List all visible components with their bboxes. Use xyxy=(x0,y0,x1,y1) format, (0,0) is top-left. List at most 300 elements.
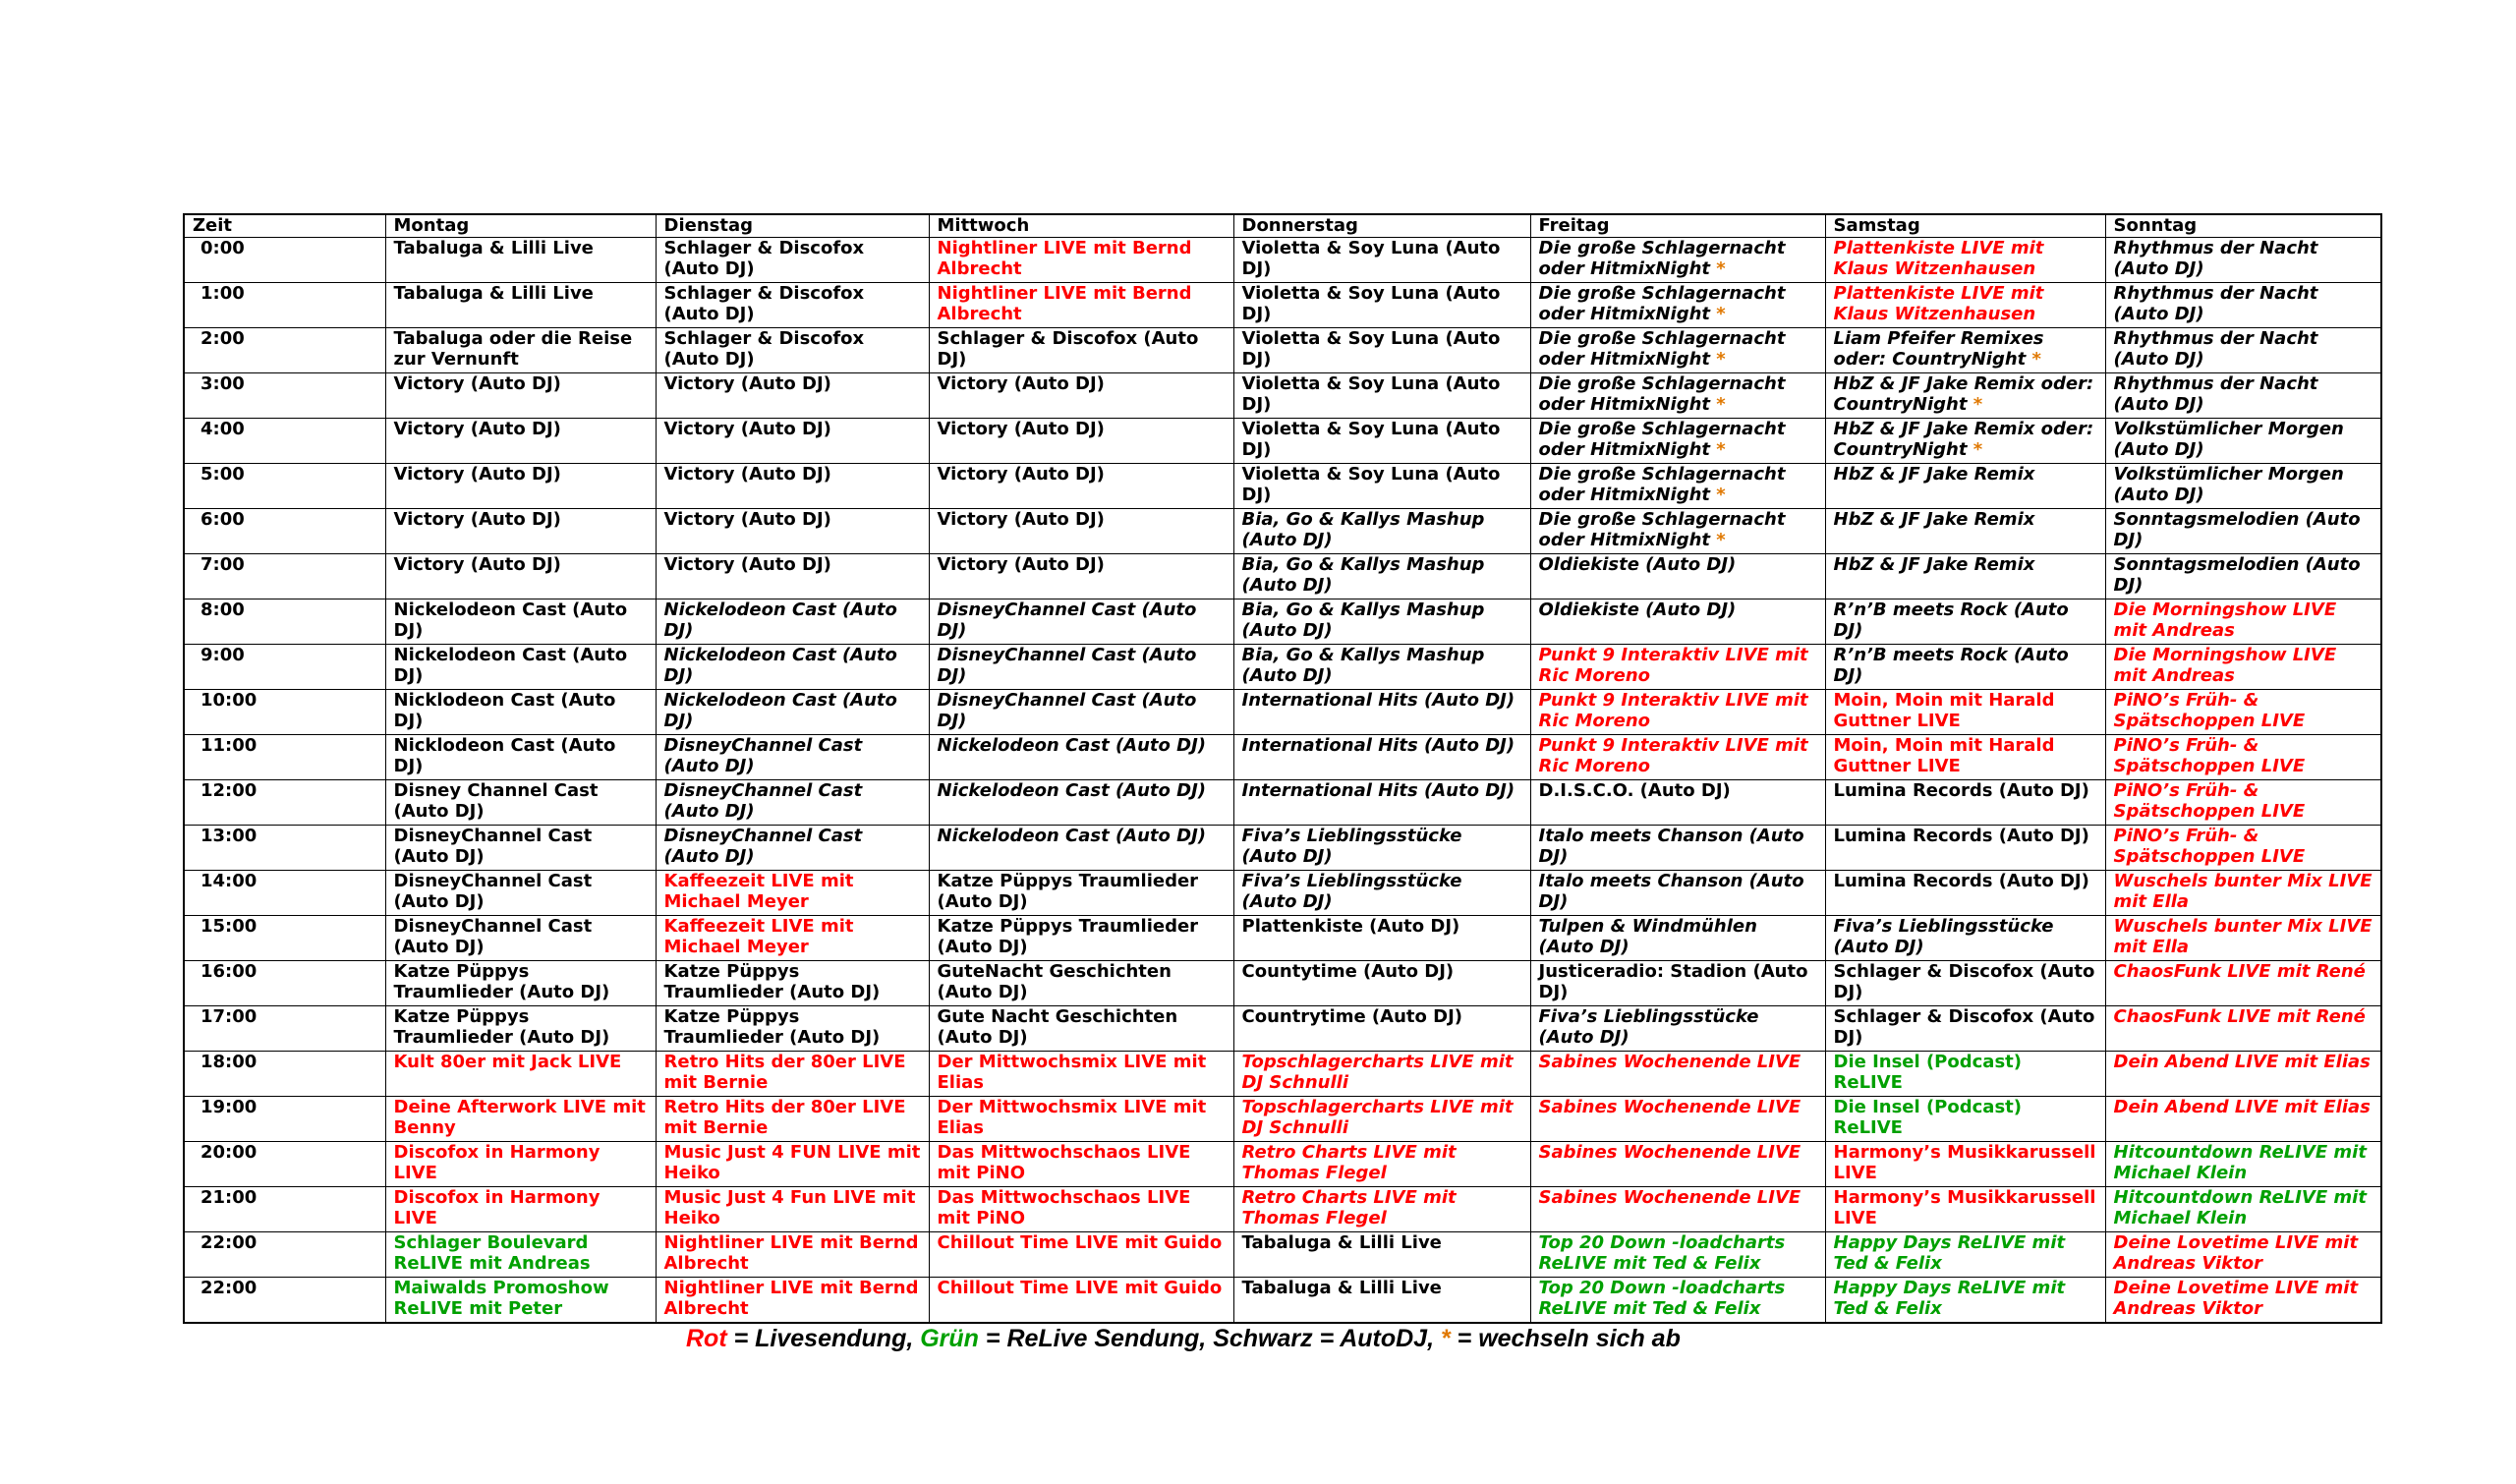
table-row xyxy=(184,1187,2381,1232)
show-title: Wuschels bunter Mix LIVE mit Ella xyxy=(2113,916,2373,957)
alternating-star: * xyxy=(1973,394,1983,415)
show-title: Die große Schlagernacht oder HitmixNight xyxy=(1538,419,1786,460)
schedule-cell xyxy=(1530,1097,1825,1142)
show-title: Happy Days ReLIVE mit Ted & Felix xyxy=(1833,1278,2066,1319)
schedule-cell xyxy=(929,1142,1233,1187)
schedule-cell xyxy=(929,509,1233,554)
schedule-cell xyxy=(1233,599,1530,645)
schedule-cell xyxy=(385,1232,656,1278)
alternating-star: * xyxy=(1716,349,1726,370)
schedule-cell xyxy=(1530,464,1825,509)
show-title: Lumina Records (Auto DJ) xyxy=(1833,826,2089,846)
schedule-cell xyxy=(2105,826,2381,871)
show-title: Nickelodeon Cast (Auto DJ) xyxy=(937,826,1207,846)
show-title: Tabaluga oder die Reise zur Vernunft xyxy=(393,328,633,370)
header-freitag: Freitag xyxy=(1530,214,1825,238)
show-title: Violetta & Soy Luna (Auto DJ) xyxy=(1241,373,1501,415)
schedule-cell xyxy=(1233,554,1530,599)
show-title: Oldiekiste (Auto DJ) xyxy=(1538,599,1737,620)
show-title: Lumina Records (Auto DJ) xyxy=(1833,871,2089,891)
schedule-cell xyxy=(929,419,1233,464)
schedule-cell xyxy=(385,1142,656,1187)
schedule-cell xyxy=(385,373,656,419)
schedule-cell xyxy=(656,1142,929,1187)
show-title: International Hits (Auto DJ) xyxy=(1241,735,1515,756)
time-cell: 20:00 xyxy=(184,1142,385,1187)
schedule-cell xyxy=(1825,419,2105,464)
schedule-cell xyxy=(2105,1097,2381,1142)
table-row xyxy=(184,1142,2381,1187)
schedule-cell xyxy=(1530,554,1825,599)
show-title: Victory (Auto DJ) xyxy=(937,419,1105,439)
show-title: Disney Channel Cast (Auto DJ) xyxy=(393,780,599,822)
show-title: Wuschels bunter Mix LIVE mit Ella xyxy=(2113,871,2373,912)
show-title: DisneyChannel Cast (Auto DJ) xyxy=(393,826,593,867)
show-title: Bia, Go & Kallys Mashup (Auto DJ) xyxy=(1241,599,1485,641)
show-title: Nickelodeon Cast (Auto DJ) xyxy=(663,599,897,641)
show-title: Violetta & Soy Luna (Auto DJ) xyxy=(1241,464,1501,505)
show-title: Deine Lovetime LIVE mit Andreas Viktor xyxy=(2113,1232,2359,1274)
schedule-cell xyxy=(656,1006,929,1052)
show-title: Fiva’s Lieblingsstücke (Auto DJ) xyxy=(1241,871,1462,912)
show-title: Harmony’s Musikkarussell LIVE xyxy=(1833,1187,2096,1228)
show-title: Maiwalds Promoshow ReLIVE mit Peter xyxy=(393,1278,609,1319)
show-title: Victory (Auto DJ) xyxy=(393,373,561,394)
show-title: International Hits (Auto DJ) xyxy=(1241,780,1515,801)
schedule-cell xyxy=(1825,690,2105,735)
schedule-cell xyxy=(2105,780,2381,826)
show-title: Die große Schlagernacht oder HitmixNight xyxy=(1538,509,1786,550)
schedule-cell xyxy=(2105,961,2381,1006)
table-row xyxy=(184,916,2381,961)
schedule-cell xyxy=(929,599,1233,645)
schedule-cell xyxy=(1530,645,1825,690)
show-title: Retro Hits der 80er LIVE mit Bernie xyxy=(663,1097,906,1138)
schedule-cell xyxy=(385,238,656,283)
schedule-cell xyxy=(656,961,929,1006)
schedule-cell xyxy=(1825,1052,2105,1097)
show-title: Nightliner LIVE mit Bernd Albrecht xyxy=(663,1232,919,1274)
table-row xyxy=(184,826,2381,871)
show-title: Tabaluga & Lilli Live xyxy=(1241,1278,1442,1298)
show-title: Punkt 9 Interaktiv LIVE mit Ric Moreno xyxy=(1538,645,1808,686)
schedule-cell xyxy=(1233,1187,1530,1232)
schedule-cell xyxy=(385,826,656,871)
show-title: DisneyChannel Cast (Auto DJ) xyxy=(663,826,863,867)
table-row xyxy=(184,509,2381,554)
schedule-cell xyxy=(1233,419,1530,464)
schedule-cell xyxy=(2105,238,2381,283)
header-mittwoch: Mittwoch xyxy=(929,214,1233,238)
show-title: PiNO’s Früh- & Spätschoppen LIVE xyxy=(2113,690,2306,731)
schedule-cell xyxy=(1530,373,1825,419)
show-title: Moin, Moin mit Harald Guttner LIVE xyxy=(1833,690,2055,731)
schedule-cell xyxy=(1233,961,1530,1006)
alternating-star: * xyxy=(1716,304,1726,324)
show-title: Die große Schlagernacht oder HitmixNight xyxy=(1538,238,1786,279)
schedule-cell xyxy=(1233,1278,1530,1323)
show-title: Kaffeezeit LIVE mit Michael Meyer xyxy=(663,871,854,912)
show-title: Punkt 9 Interaktiv LIVE mit Ric Moreno xyxy=(1538,735,1808,776)
schedule-cell xyxy=(1233,735,1530,780)
show-title: Nightliner LIVE mit Bernd Albrecht xyxy=(937,238,1192,279)
schedule-cell xyxy=(656,826,929,871)
schedule-cell xyxy=(385,509,656,554)
show-title: Deine Lovetime LIVE mit Andreas Viktor xyxy=(2113,1278,2359,1319)
show-title: DisneyChannel Cast (Auto DJ) xyxy=(663,735,863,776)
schedule-cell xyxy=(929,554,1233,599)
schedule-cell xyxy=(1530,916,1825,961)
alternating-star: * xyxy=(1973,439,1983,460)
show-title: HbZ & JF Jake Remix xyxy=(1833,554,2035,575)
schedule-cell xyxy=(385,961,656,1006)
schedule-cell xyxy=(1233,1232,1530,1278)
schedule-cell xyxy=(1233,464,1530,509)
schedule-cell xyxy=(1825,780,2105,826)
show-title: Countrytime (Auto DJ) xyxy=(1241,1006,1462,1027)
show-title: International Hits (Auto DJ) xyxy=(1241,690,1515,711)
show-title: DisneyChannel Cast (Auto DJ) xyxy=(937,599,1197,641)
show-title: Bia, Go & Kallys Mashup (Auto DJ) xyxy=(1241,645,1485,686)
schedule-cell xyxy=(1530,871,1825,916)
time-cell: 7:00 xyxy=(184,554,385,599)
schedule-cell xyxy=(1825,961,2105,1006)
schedule-cell xyxy=(929,1187,1233,1232)
show-title: Tabaluga & Lilli Live xyxy=(393,283,594,304)
show-title: Sabines Wochenende LIVE xyxy=(1538,1097,1801,1117)
schedule-cell xyxy=(2105,1187,2381,1232)
schedule-cell xyxy=(656,238,929,283)
show-title: Retro Charts LIVE mit Thomas Flegel xyxy=(1241,1187,1457,1228)
show-title: PiNO’s Früh- & Spätschoppen LIVE xyxy=(2113,780,2306,822)
show-title: Hitcountdown ReLIVE mit Michael Klein xyxy=(2113,1142,2367,1183)
schedule-cell xyxy=(656,464,929,509)
show-title: Retro Charts LIVE mit Thomas Flegel xyxy=(1241,1142,1457,1183)
show-title: Schlager & Discofox (Auto DJ) xyxy=(1833,961,2095,1002)
show-title: Top 20 Down -loadcharts ReLIVE mit Ted & Felix xyxy=(1538,1278,1786,1319)
schedule-cell xyxy=(1530,328,1825,373)
legend-rot: Rot xyxy=(686,1325,727,1352)
schedule-cell xyxy=(2105,1142,2381,1187)
schedule-cell xyxy=(656,1097,929,1142)
legend-star: * xyxy=(1440,1325,1451,1352)
show-title: DisneyChannel Cast (Auto DJ) xyxy=(393,871,593,912)
show-title: Retro Hits der 80er LIVE mit Bernie xyxy=(663,1052,906,1093)
schedule-cell xyxy=(2105,554,2381,599)
show-title: Nickelodeon Cast (Auto DJ) xyxy=(663,645,897,686)
header-donnerstag: Donnerstag xyxy=(1233,214,1530,238)
schedule-cell xyxy=(929,780,1233,826)
schedule-cell xyxy=(656,871,929,916)
schedule-cell xyxy=(2105,328,2381,373)
schedule-cell xyxy=(1233,373,1530,419)
alternating-star: * xyxy=(1716,485,1726,505)
schedule-cell xyxy=(385,599,656,645)
show-title: Volkstümlicher Morgen (Auto DJ) xyxy=(2113,419,2344,460)
schedule-cell xyxy=(656,283,929,328)
header-montag: Montag xyxy=(385,214,656,238)
schedule-cell xyxy=(929,464,1233,509)
show-title: Countytime (Auto DJ) xyxy=(1241,961,1455,982)
time-cell: 15:00 xyxy=(184,916,385,961)
header-sonntag: Sonntag xyxy=(2105,214,2381,238)
show-title: Die Morningshow LIVE mit Andreas xyxy=(2113,599,2337,641)
show-title: Nicklodeon Cast (Auto DJ) xyxy=(393,735,616,776)
schedule-body xyxy=(184,238,2381,1323)
schedule-cell xyxy=(1825,554,2105,599)
schedule-cell xyxy=(929,645,1233,690)
schedule-cell xyxy=(1825,826,2105,871)
schedule-cell xyxy=(1825,599,2105,645)
show-title: Victory (Auto DJ) xyxy=(393,554,561,575)
table-row xyxy=(184,1052,2381,1097)
schedule-cell xyxy=(1233,1052,1530,1097)
show-title: HbZ & JF Jake Remix xyxy=(1833,464,2035,485)
schedule-cell xyxy=(2105,916,2381,961)
alternating-star: * xyxy=(2031,349,2041,370)
table-row xyxy=(184,1278,2381,1323)
schedule-cell xyxy=(1233,871,1530,916)
show-title: Violetta & Soy Luna (Auto DJ) xyxy=(1241,419,1501,460)
schedule-cell xyxy=(1825,328,2105,373)
schedule-cell xyxy=(385,871,656,916)
show-title: Victory (Auto DJ) xyxy=(663,509,831,530)
show-title: Dein Abend LIVE mit Elias xyxy=(2113,1097,2371,1117)
show-title: Hitcountdown ReLIVE mit Michael Klein xyxy=(2113,1187,2367,1228)
schedule-cell xyxy=(2105,871,2381,916)
alternating-star: * xyxy=(1716,530,1726,550)
schedule-cell xyxy=(1825,916,2105,961)
show-title: Katze Püppys Traumlieder (Auto DJ) xyxy=(937,871,1199,912)
schedule-cell xyxy=(929,238,1233,283)
schedule-cell xyxy=(2105,690,2381,735)
schedule-cell xyxy=(1233,509,1530,554)
show-title: Chillout Time LIVE mit Guido xyxy=(937,1232,1223,1253)
time-cell: 0:00 xyxy=(184,238,385,283)
table-row xyxy=(184,554,2381,599)
show-title: PiNO’s Früh- & Spätschoppen LIVE xyxy=(2113,826,2306,867)
show-title: Katze Püppys Traumlieder (Auto DJ) xyxy=(393,961,610,1002)
show-title: Music Just 4 Fun LIVE mit Heiko xyxy=(663,1187,916,1228)
schedule-cell xyxy=(2105,419,2381,464)
show-title: Tabaluga & Lilli Live xyxy=(1241,1232,1442,1253)
show-title: Katze Püppys Traumlieder (Auto DJ) xyxy=(663,961,881,1002)
table-row xyxy=(184,1006,2381,1052)
schedule-cell xyxy=(1825,735,2105,780)
show-title: Victory (Auto DJ) xyxy=(937,464,1105,485)
schedule-cell xyxy=(2105,645,2381,690)
show-title: Victory (Auto DJ) xyxy=(937,509,1105,530)
show-title: Plattenkiste LIVE mit Klaus Witzenhausen xyxy=(1833,238,2044,279)
show-title: HbZ & JF Jake Remix xyxy=(1833,509,2035,530)
show-title: Sonntagsmelodien (Auto DJ) xyxy=(2113,554,2361,596)
schedule-cell xyxy=(1233,238,1530,283)
schedule-cell xyxy=(1233,780,1530,826)
schedule-cell xyxy=(1530,283,1825,328)
show-title: Bia, Go & Kallys Mashup (Auto DJ) xyxy=(1241,509,1485,550)
show-title: Rhythmus der Nacht (Auto DJ) xyxy=(2113,238,2318,279)
show-title: Victory (Auto DJ) xyxy=(393,509,561,530)
time-cell: 22:00 xyxy=(184,1278,385,1323)
schedule-cell xyxy=(385,419,656,464)
show-title: Die große Schlagernacht oder HitmixNight xyxy=(1538,373,1786,415)
schedule-cell xyxy=(929,1052,1233,1097)
show-title: PiNO’s Früh- & Spätschoppen LIVE xyxy=(2113,735,2306,776)
show-title: Deine Afterwork LIVE mit Benny xyxy=(393,1097,646,1138)
time-cell: 8:00 xyxy=(184,599,385,645)
show-title: Gute Nacht Geschichten (Auto DJ) xyxy=(937,1006,1178,1048)
schedule-cell xyxy=(2105,735,2381,780)
time-cell: 14:00 xyxy=(184,871,385,916)
schedule-cell xyxy=(929,1006,1233,1052)
time-cell: 1:00 xyxy=(184,283,385,328)
schedule-cell xyxy=(929,373,1233,419)
header-row xyxy=(184,214,2381,238)
show-title: Katze Püppys Traumlieder (Auto DJ) xyxy=(393,1006,610,1048)
show-title: Die große Schlagernacht oder HitmixNight xyxy=(1538,328,1786,370)
schedule-cell xyxy=(1233,283,1530,328)
show-title: Kult 80er mit Jack LIVE xyxy=(393,1052,622,1072)
schedule-cell xyxy=(2105,464,2381,509)
show-title: Bia, Go & Kallys Mashup (Auto DJ) xyxy=(1241,554,1485,596)
schedule-cell xyxy=(1530,1187,1825,1232)
time-cell: 3:00 xyxy=(184,373,385,419)
schedule-cell xyxy=(929,826,1233,871)
schedule-cell xyxy=(1233,1097,1530,1142)
schedule-cell xyxy=(1825,373,2105,419)
schedule-cell xyxy=(1825,283,2105,328)
schedule-cell xyxy=(1530,599,1825,645)
schedule-cell xyxy=(1825,871,2105,916)
show-title: Discofox in Harmony LIVE xyxy=(393,1187,600,1228)
show-title: ChaosFunk LIVE mit René xyxy=(2113,1006,2366,1027)
show-title: Victory (Auto DJ) xyxy=(663,419,831,439)
show-title: Violetta & Soy Luna (Auto DJ) xyxy=(1241,238,1501,279)
schedule-cell xyxy=(1530,1232,1825,1278)
schedule-cell xyxy=(656,916,929,961)
schedule-cell xyxy=(2105,509,2381,554)
schedule-cell xyxy=(1530,780,1825,826)
show-title: DisneyChannel Cast (Auto DJ) xyxy=(937,690,1197,731)
show-title: Justiceradio: Stadion (Auto DJ) xyxy=(1538,961,1808,1002)
schedule-cell xyxy=(929,916,1233,961)
show-title: Victory (Auto DJ) xyxy=(393,464,561,485)
show-title: Nickelodeon Cast (Auto DJ) xyxy=(937,780,1207,801)
time-cell: 12:00 xyxy=(184,780,385,826)
time-cell: 19:00 xyxy=(184,1097,385,1142)
schedule-cell xyxy=(656,690,929,735)
schedule-cell xyxy=(929,871,1233,916)
show-title: ChaosFunk LIVE mit René xyxy=(2113,961,2366,982)
schedule-cell xyxy=(385,464,656,509)
table-row xyxy=(184,238,2381,283)
schedule-cell xyxy=(929,690,1233,735)
schedule-cell xyxy=(1825,1142,2105,1187)
show-title: Lumina Records (Auto DJ) xyxy=(1833,780,2089,801)
show-title: Victory (Auto DJ) xyxy=(937,554,1105,575)
show-title: DisneyChannel Cast (Auto DJ) xyxy=(937,645,1197,686)
schedule-cell xyxy=(1233,1006,1530,1052)
schedule-cell xyxy=(929,283,1233,328)
show-title: HbZ & JF Jake Remix oder: CountryNight xyxy=(1833,419,2094,460)
time-cell: 2:00 xyxy=(184,328,385,373)
show-title: Fiva’s Lieblingsstücke (Auto DJ) xyxy=(1241,826,1462,867)
show-title: Schlager & Discofox (Auto DJ) xyxy=(663,238,865,279)
table-row xyxy=(184,735,2381,780)
schedule-cell xyxy=(929,1097,1233,1142)
schedule-cell xyxy=(1825,1232,2105,1278)
show-title: Victory (Auto DJ) xyxy=(393,419,561,439)
schedule-cell xyxy=(1530,1052,1825,1097)
schedule-cell xyxy=(385,328,656,373)
show-title: Sabines Wochenende LIVE xyxy=(1538,1142,1801,1163)
show-title: Schlager & Discofox (Auto DJ) xyxy=(663,328,865,370)
show-title: Plattenkiste (Auto DJ) xyxy=(1241,916,1460,937)
show-title: Das Mittwochschaos LIVE mit PiNO xyxy=(937,1187,1191,1228)
time-cell: 5:00 xyxy=(184,464,385,509)
show-title: Schlager & Discofox (Auto DJ) xyxy=(937,328,1199,370)
show-title: Tulpen & Windmühlen (Auto DJ) xyxy=(1538,916,1757,957)
show-title: Topschlagercharts LIVE mit DJ Schnulli xyxy=(1241,1052,1514,1093)
show-title: Das Mittwochschaos LIVE mit PiNO xyxy=(937,1142,1191,1183)
schedule-cell xyxy=(1233,916,1530,961)
time-cell: 18:00 xyxy=(184,1052,385,1097)
table-row xyxy=(184,961,2381,1006)
time-cell: 10:00 xyxy=(184,690,385,735)
schedule-cell xyxy=(385,645,656,690)
table-row xyxy=(184,645,2381,690)
show-title: Discofox in Harmony LIVE xyxy=(393,1142,600,1183)
schedule-cell xyxy=(2105,373,2381,419)
schedule-cell xyxy=(2105,283,2381,328)
show-title: Katze Püppys Traumlieder (Auto DJ) xyxy=(937,916,1199,957)
show-title: Die Insel (Podcast) ReLIVE xyxy=(1833,1052,2022,1093)
show-title: Liam Pfeifer Remixes oder: CountryNight xyxy=(1833,328,2044,370)
schedule-cell xyxy=(385,554,656,599)
schedule-cell xyxy=(1530,509,1825,554)
table-row xyxy=(184,328,2381,373)
show-title: Dein Abend LIVE mit Elias xyxy=(2113,1052,2371,1072)
schedule-cell xyxy=(656,373,929,419)
show-title: Der Mittwochsmix LIVE mit Elias xyxy=(937,1097,1207,1138)
schedule-cell xyxy=(1825,464,2105,509)
schedule-cell xyxy=(929,735,1233,780)
show-title: Nightliner LIVE mit Bernd Albrecht xyxy=(663,1278,919,1319)
alternating-star: * xyxy=(1716,439,1726,460)
table-row xyxy=(184,464,2381,509)
schedule-cell xyxy=(656,599,929,645)
schedule-cell xyxy=(1530,690,1825,735)
show-title: Schlager & Discofox (Auto DJ) xyxy=(663,283,865,324)
show-title: GuteNacht Geschichten (Auto DJ) xyxy=(937,961,1172,1002)
show-title: R’n’B meets Rock (Auto DJ) xyxy=(1833,645,2069,686)
show-title: Nickelodeon Cast (Auto DJ) xyxy=(393,599,628,641)
show-title: Die Morningshow LIVE mit Andreas xyxy=(2113,645,2337,686)
schedule-cell xyxy=(1825,509,2105,554)
table-row xyxy=(184,373,2381,419)
show-title: Victory (Auto DJ) xyxy=(663,464,831,485)
table-row xyxy=(184,871,2381,916)
show-title: Violetta & Soy Luna (Auto DJ) xyxy=(1241,328,1501,370)
header-zeit: Zeit xyxy=(184,214,385,238)
schedule-cell xyxy=(385,735,656,780)
show-title: Nickelodeon Cast (Auto DJ) xyxy=(393,645,628,686)
schedule-cell xyxy=(929,1232,1233,1278)
schedule-cell xyxy=(1233,328,1530,373)
show-title: Fiva’s Lieblingsstücke (Auto DJ) xyxy=(1833,916,2054,957)
schedule-cell xyxy=(929,961,1233,1006)
show-title: Fiva’s Lieblingsstücke (Auto DJ) xyxy=(1538,1006,1759,1048)
